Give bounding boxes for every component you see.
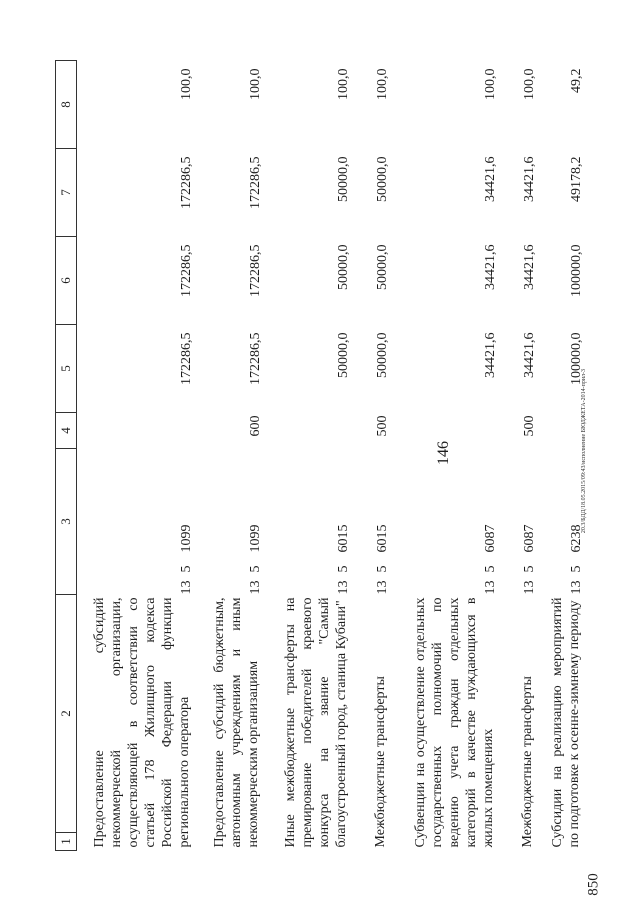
row-group: 500	[375, 415, 391, 437]
row-code	[77, 449, 196, 595]
row-col7: 50000,0	[336, 156, 352, 202]
page-number-top: 146	[435, 441, 452, 465]
row-group: 600	[247, 415, 263, 437]
table-row	[264, 61, 352, 851]
code-subsection: 5	[375, 565, 391, 573]
row-col8: 100,0	[521, 68, 537, 100]
row-col5: 34421,6	[521, 332, 537, 378]
header-col-3: 3	[56, 449, 77, 595]
row-col7: 172286,5	[179, 156, 194, 209]
code-subsection: 5	[179, 565, 194, 573]
row-col5: 100000,0	[569, 332, 584, 385]
row-col5: 172286,5	[179, 332, 194, 385]
table-header-row	[56, 61, 77, 851]
code-section: 13	[247, 580, 263, 595]
code-subsection: 5	[247, 565, 263, 573]
row-col7: 34421,6	[521, 156, 537, 202]
row-description: Субвенции на осуществление отдельных государственных полномочий по ведению учета граждан отдельных категорий в качестве нуждающихся в жилых помещениях	[412, 597, 496, 848]
budget-table-container	[55, 61, 585, 851]
header-col-2: 2	[56, 595, 77, 833]
row-col6: 50000,0	[375, 244, 391, 290]
header-col-7: 7	[56, 149, 77, 237]
header-col-1: 1	[56, 833, 77, 851]
row-col6: 50000,0	[336, 244, 352, 290]
row-code	[352, 449, 391, 595]
row-col7: 34421,6	[482, 156, 498, 202]
code-section: 13	[482, 580, 498, 595]
row-col8: 100,0	[336, 68, 352, 100]
header-col-6: 6	[56, 237, 77, 325]
footer-file-path: 20.3/БДД/18.05.2015/09:43/исполнение БЮДЖЕТА-2014-прил-3	[581, 368, 587, 534]
row-group: 500	[521, 415, 537, 437]
table-row	[77, 61, 196, 851]
row-col6: 172286,5	[247, 244, 263, 297]
header-col-8: 8	[56, 61, 77, 149]
code-article: 6015	[336, 524, 352, 553]
code-article: 6087	[521, 524, 537, 553]
row-col5: 172286,5	[247, 332, 263, 385]
row-col6: 172286,5	[179, 244, 194, 297]
code-article: 6015	[375, 524, 391, 553]
row-col8: 100,0	[179, 68, 194, 100]
row-col5: 34421,6	[482, 332, 498, 378]
row-col8: 100,0	[482, 68, 498, 100]
code-section: 13	[569, 580, 584, 595]
row-code	[391, 449, 499, 595]
table-row	[391, 61, 499, 851]
row-code	[195, 449, 264, 595]
row-description: Субсидии на реализацию мероприятий по подготовке к осенне-зимнему периоду	[550, 597, 582, 848]
header-col-5: 5	[56, 325, 77, 413]
code-article: 6087	[482, 524, 498, 553]
row-code	[499, 449, 538, 595]
row-description: Предоставление субсидий некоммерческой организации, осуществляющей в соответствии со статьей 178 Жилищного кодекса Российской Федерации функции регионального оператора	[92, 597, 192, 848]
row-description: Предоставление субсидий бюджетным, автономным учреждениям и иным некоммерческим организациям	[211, 597, 261, 848]
row-col6: 100000,0	[569, 244, 584, 297]
row-col7: 50000,0	[375, 156, 391, 202]
row-col6: 34421,6	[521, 244, 537, 290]
row-group	[77, 413, 196, 449]
row-col8: 49,2	[569, 68, 584, 93]
table-row	[195, 61, 264, 851]
code-subsection: 5	[482, 565, 498, 573]
code-article: 1099	[179, 524, 194, 553]
row-col5: 50000,0	[375, 332, 391, 378]
row-col5: 50000,0	[336, 332, 352, 378]
row-col8: 100,0	[375, 68, 391, 100]
code-section: 13	[521, 580, 537, 595]
code-subsection: 5	[569, 565, 584, 573]
table-row	[538, 61, 585, 851]
page-number-bottom: 850	[585, 873, 602, 896]
row-col7: 172286,5	[247, 156, 263, 209]
code-section: 13	[336, 580, 352, 595]
code-section: 13	[375, 580, 391, 595]
header-col-4: 4	[56, 413, 77, 449]
code-article: 6238	[569, 524, 584, 553]
code-section: 13	[179, 580, 194, 595]
row-group	[538, 413, 585, 449]
row-group	[391, 413, 499, 449]
row-col7: 49178,2	[569, 156, 584, 202]
row-description: Межбюджетные трансферты	[373, 676, 389, 848]
row-group	[264, 413, 352, 449]
code-subsection: 5	[336, 565, 352, 573]
code-subsection: 5	[521, 565, 537, 573]
row-code	[538, 449, 585, 595]
row-col8: 100,0	[247, 68, 263, 100]
row-description: Иные межбюджетные трансферты на премирование победителей краевого конкурса на звание "Самый благоустроенный город, станица Кубани"	[283, 597, 350, 848]
table-row	[352, 61, 391, 851]
budget-table	[55, 60, 585, 851]
row-code	[264, 449, 352, 595]
code-article: 1099	[247, 524, 263, 553]
row-description: Межбюджетные трансферты	[519, 676, 535, 848]
row-col6: 34421,6	[482, 244, 498, 290]
table-row	[499, 61, 538, 851]
